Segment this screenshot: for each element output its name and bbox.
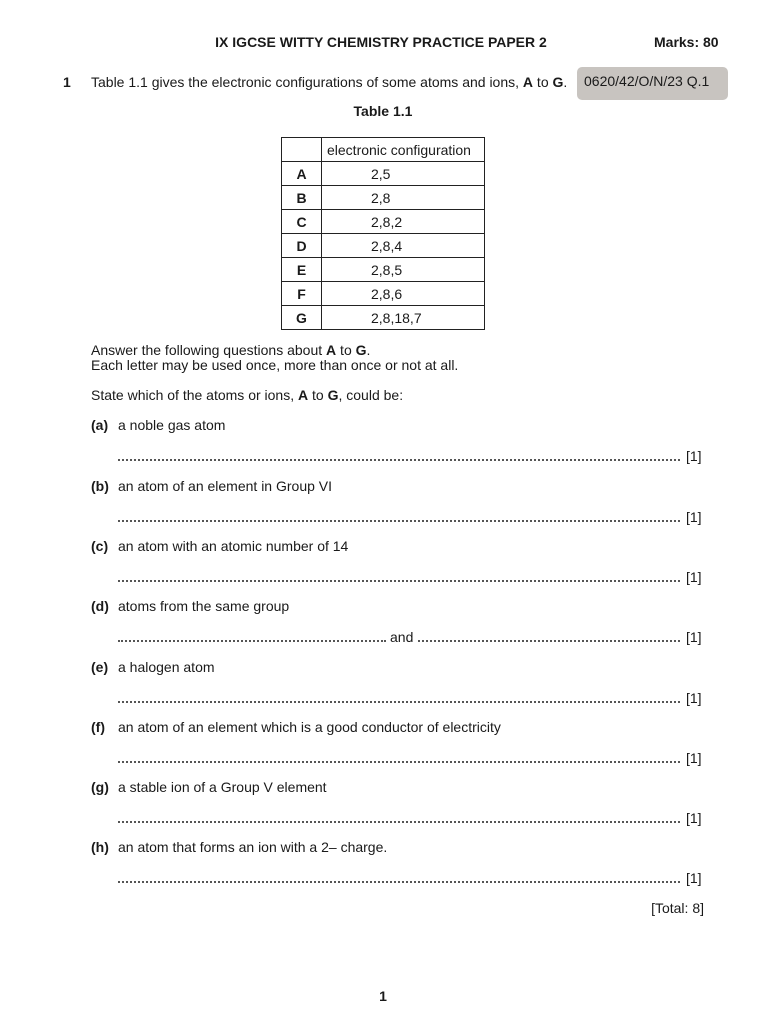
question-number: 1 [63, 74, 71, 90]
part-mark: [1] [686, 509, 702, 525]
answer-line-second[interactable] [418, 634, 680, 642]
part-label: (f) [91, 719, 105, 735]
table-row [282, 282, 485, 306]
part-text: an atom that forms an ion with a 2– charge. [118, 839, 388, 855]
page-number: 1 [379, 988, 387, 1004]
answer-line-first[interactable] [118, 634, 386, 642]
row-label: A [282, 162, 322, 186]
part-label: (e) [91, 659, 109, 675]
part-label: (g) [91, 779, 109, 795]
table-header-row [282, 138, 485, 162]
paper-title: IX IGCSE WITTY CHEMISTRY PRACTICE PAPER 2 [215, 34, 547, 50]
paper-reference-badge: 0620/42/O/N/23 Q.1 [577, 67, 728, 100]
instruction-line-1: Answer the following questions about A to G. [91, 342, 371, 358]
row-label: G [282, 306, 322, 330]
table-row [282, 210, 485, 234]
row-label: C [282, 210, 322, 234]
part-mark: [1] [686, 569, 702, 585]
row-label: D [282, 234, 322, 258]
state-instruction: State which of the atoms or ions, A to G, could be: [91, 387, 404, 403]
question-intro: Table 1.1 gives the electronic configurations of some atoms and ions, A to G. [91, 74, 568, 90]
table-row [282, 306, 485, 330]
table-caption: Table 1.1 [353, 103, 413, 119]
part-label: (a) [91, 417, 109, 433]
answer-line[interactable] [118, 875, 680, 883]
row-label: F [282, 282, 322, 306]
answer-line[interactable] [118, 453, 680, 461]
part-text: a noble gas atom [118, 417, 226, 433]
total-marks: Marks: 80 [654, 34, 719, 50]
part-label: (b) [91, 478, 109, 494]
row-label: B [282, 186, 322, 210]
part-text: a halogen atom [118, 659, 215, 675]
row-value: 2,8,2 [322, 210, 485, 234]
table-row [282, 258, 485, 282]
row-value: 2,8,18,7 [322, 306, 485, 330]
part-text: an atom of an element in Group VI [118, 478, 333, 494]
part-text: an atom with an atomic number of 14 [118, 538, 349, 554]
part-text: a stable ion of a Group V element [118, 779, 327, 795]
answer-joiner: and [390, 629, 414, 645]
answer-line[interactable] [118, 755, 680, 763]
part-mark: [1] [686, 810, 702, 826]
part-label: (d) [91, 598, 109, 614]
part-mark: [1] [686, 629, 702, 645]
row-label: E [282, 258, 322, 282]
row-value: 2,8,4 [322, 234, 485, 258]
part-text: atoms from the same group [118, 598, 290, 614]
part-mark: [1] [686, 690, 702, 706]
row-value: 2,8,6 [322, 282, 485, 306]
part-mark: [1] [686, 448, 702, 464]
table-row [282, 162, 485, 186]
table-row [282, 186, 485, 210]
table-header-value: electronic configuration [322, 138, 485, 162]
table-row [282, 234, 485, 258]
row-value: 2,8,5 [322, 258, 485, 282]
part-label: (h) [91, 839, 109, 855]
configuration-table [281, 137, 485, 330]
part-text: an atom of an element which is a good conductor of electricity [118, 719, 501, 735]
part-label: (c) [91, 538, 109, 554]
row-value: 2,8 [322, 186, 485, 210]
part-mark: [1] [686, 750, 702, 766]
instruction-line-2: Each letter may be used once, more than once or not at all. [91, 357, 459, 373]
part-mark: [1] [686, 870, 702, 886]
answer-line[interactable] [118, 574, 680, 582]
answer-line[interactable] [118, 695, 680, 703]
table-header-label [282, 138, 322, 162]
row-value: 2,5 [322, 162, 485, 186]
answer-line[interactable] [118, 514, 680, 522]
answer-line[interactable] [118, 815, 680, 823]
question-total: [Total: 8] [651, 900, 704, 916]
